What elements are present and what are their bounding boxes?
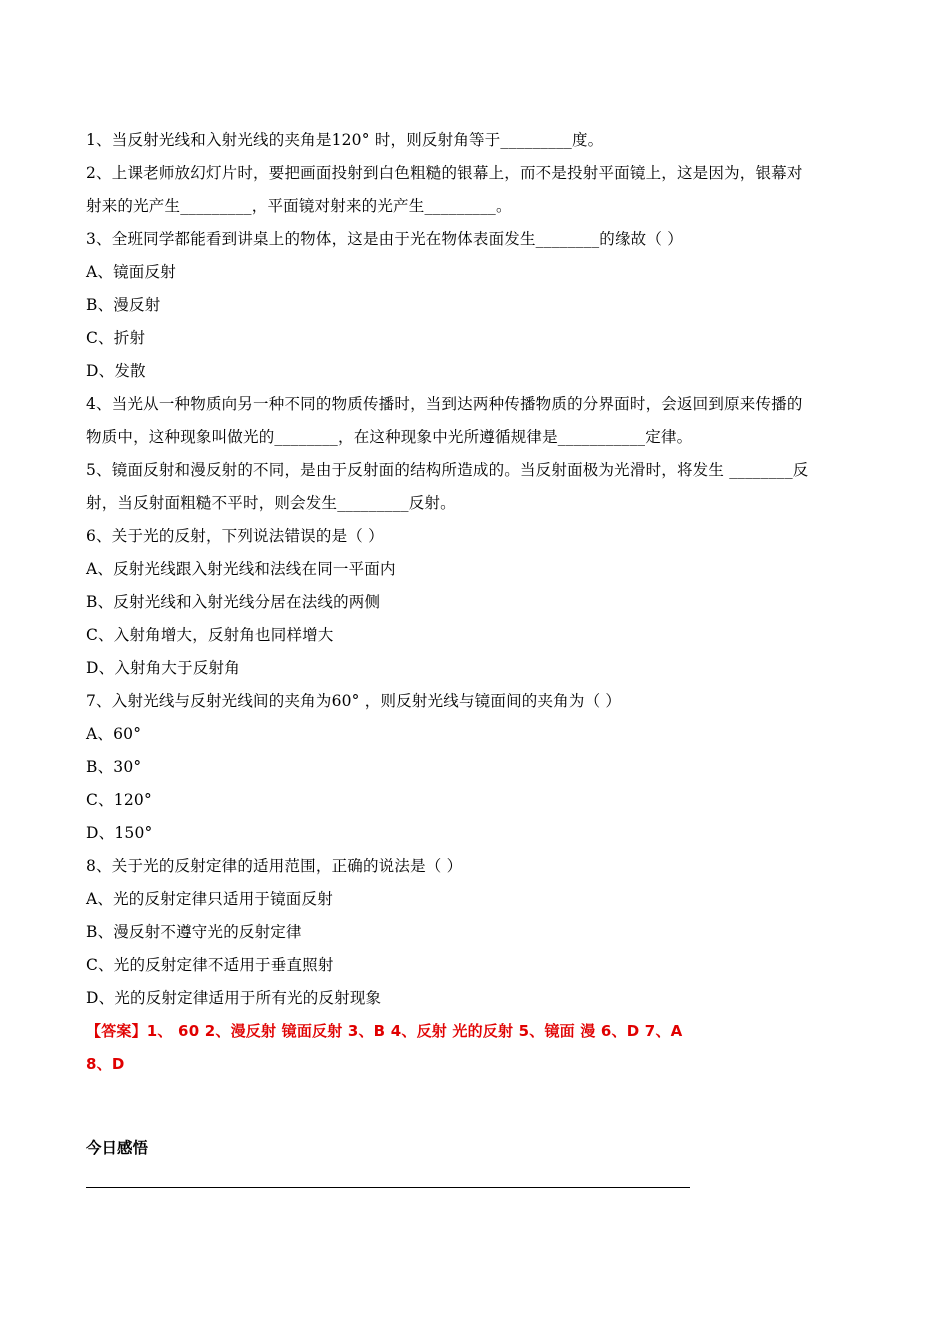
question-6-option-c: C、入射角增大，反射角也同样增大 [86,626,334,644]
question-8-option-c: C、光的反射定律不适用于垂直照射 [86,956,334,974]
question-8: 8、关于光的反射定律的适用范围，正确的说法是（ ） [86,857,463,875]
question-3-option-d: D、发散 [86,362,146,380]
question-4-line-2: 物质中，这种现象叫做光的________，在这种现象中光所遵循规律是___________定律。 [86,428,693,446]
answer-key-line-2: 8、D [86,1055,125,1073]
question-6-option-b: B、反射光线和入射光线分居在法线的两侧 [86,593,381,611]
question-8-option-d: D、光的反射定律适用于所有光的反射现象 [86,989,382,1007]
question-7-option-b: B、30° [86,758,142,776]
question-3-option-b: B、漫反射 [86,296,161,314]
reflection-heading: 今日感悟 [86,1139,149,1157]
question-6: 6、关于光的反射，下列说法错误的是（ ） [86,527,384,545]
question-6-option-d: D、入射角大于反射角 [86,659,240,677]
question-1: 1、当反射光线和入射光线的夹角是120° 时，则反射角等于_________度。 [86,131,604,149]
question-2-line-1: 2、上课老师放幻灯片时，要把画面投射到白色粗糙的银幕上，而不是投射平面镜上，这是因为，银幕对 [86,164,803,182]
reflection-writing-line [86,1187,690,1188]
question-3-option-c: C、折射 [86,329,146,347]
question-4-line-1: 4、当光从一种物质向另一种不同的物质传播时，当到达两种传播物质的分界面时，会返回到原来传播的 [86,395,803,413]
question-8-option-a: A、光的反射定律只适用于镜面反射 [86,890,333,908]
question-2-line-2: 射来的光产生_________，平面镜对射来的光产生_________。 [86,197,512,215]
question-7-option-a: A、60° [86,725,142,743]
question-6-option-a: A、反射光线跟入射光线和法线在同一平面内 [86,560,396,578]
question-7-option-d: D、150° [86,824,153,842]
answer-key-line-1: 【答案】1、 60 2、漫反射 镜面反射 3、B 4、反射 光的反射 5、镜面 漫 6、D 7、A [86,1022,683,1040]
question-7-option-c: C、120° [86,791,152,809]
worksheet [86,124,866,1081]
question-3: 3、全班同学都能看到讲桌上的物体，这是由于光在物体表面发生________的缘故（ ） [86,230,683,248]
question-5-line-1: 5、镜面反射和漫反射的不同，是由于反射面的结构所造成的。当反射面极为光滑时，将发生 ________反 [86,461,809,479]
question-8-option-b: B、漫反射不遵守光的反射定律 [86,923,302,941]
question-3-option-a: A、镜面反射 [86,263,176,281]
question-5-line-2: 射，当反射面粗糙不平时，则会发生_________反射。 [86,494,456,512]
question-7: 7、入射光线与反射光线间的夹角为60° ，则反射光线与镜面间的夹角为（ ） [86,692,622,710]
